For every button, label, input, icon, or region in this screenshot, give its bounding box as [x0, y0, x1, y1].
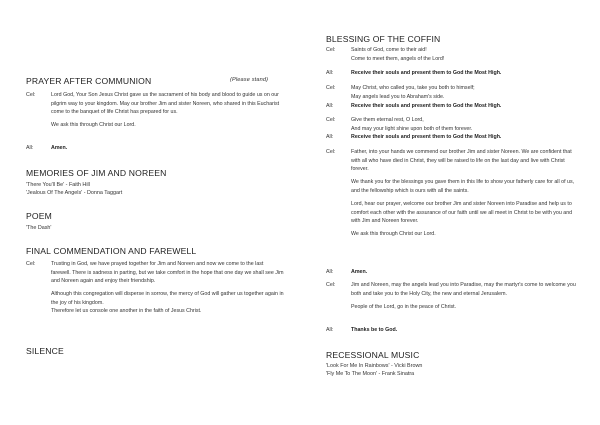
list-item: 'There You'll Be' - Faith Hill: [26, 182, 90, 188]
verse-line: Saints of God, come to their aid!: [351, 47, 427, 53]
verse-line: May angels lead you to Abraham's side.: [351, 93, 445, 100]
response-text: Receive their souls and present them to God the Most High.: [351, 134, 502, 140]
blessing-paragraph: We ask this through Christ our Lord.: [351, 231, 436, 238]
final-commendation-heading: FINAL COMMENDATION AND FAREWELL: [26, 246, 197, 256]
speaker-label: Cel:: [26, 92, 36, 98]
verse-line: And may your light shine upon both of them forever.: [351, 125, 473, 132]
prayer-closing: We ask this through Christ our Lord.: [51, 122, 136, 129]
blessing-text: [351, 84, 582, 101]
list-item: 'Look For Me In Rainbows' - Vicki Brown: [326, 363, 423, 369]
blessing-text: [351, 46, 582, 63]
speaker-label: All:: [326, 70, 334, 76]
prayer-after-communion-title: PRAYER AFTER COMMUNION: [26, 76, 152, 86]
speaker-label: All:: [326, 269, 334, 275]
list-item: 'Fly Me To The Moon' - Frank Sinatra: [326, 371, 415, 378]
blessing-paragraph: Father, into your hands we commend our brother Jim and sister Noreen. We are confident that with all who have died in Christ, they will be raised to life on the last day and live with Christ forever.: [351, 149, 572, 173]
blessing-paragraph: People of the Lord, go in the peace of Christ.: [351, 303, 457, 310]
speaker-label: Cel:: [326, 47, 336, 53]
recessional-list: [326, 362, 582, 379]
blessing-text: [351, 148, 582, 243]
speaker-label: Cel:: [326, 117, 336, 123]
speaker-label: Cel:: [326, 85, 336, 91]
prayer-paragraph: Lord God, Your Son Jesus Christ gave us the sacrament of his body and blood to guide us on our pilgrim way to your kingdom. May our brother Jim and sister Noreen, who shared in this Eucharist come to the banquet of life Christ has prepared for us.: [51, 92, 280, 116]
list-item: 'Jealous Of The Angels' - Donna Taggart: [26, 190, 123, 197]
verse-line: May Christ, who called you, take you both to himself;: [351, 85, 475, 91]
blessing-text: [351, 116, 582, 133]
speaker-label: All:: [26, 145, 34, 151]
memories-heading: MEMORIES OF JIM AND NOREEN: [26, 168, 167, 178]
blessing-paragraph: Lord, hear our prayer, welcome our brother Jim and sister Noreen into Paradise and help us to comfort each other with the assurance of our faith until we all meet in Christ to be with you and with Jim and Noreen forever.: [351, 200, 573, 225]
speaker-label: All:: [326, 327, 334, 333]
speaker-label: Cel:: [326, 282, 336, 288]
list-item: 'The Dash': [26, 225, 52, 231]
verse-line: Give them eternal rest, O Lord,: [351, 117, 424, 123]
please-stand-note: (Please stand): [230, 77, 269, 83]
response-text: Receive their souls and present them to God the Most High.: [351, 70, 502, 76]
commendation-paragraph: Therefore let us console one another in the faith of Jesus Christ.: [51, 308, 202, 315]
verse-line: Come to meet them, angels of the Lord!: [351, 55, 445, 62]
commendation-text: [51, 260, 284, 321]
speaker-label: Cel:: [26, 261, 36, 267]
commendation-paragraph: Although this congregation will disperse in sorrow, the mercy of God will gather us together again in the joy of his kingdom.: [51, 291, 284, 306]
poem-list: [26, 224, 284, 232]
response-text: Receive their souls and present them to God the Most High.: [351, 103, 502, 109]
response-text: Thanks be to God.: [351, 327, 398, 333]
blessing-paragraph: We thank you for the blessings you gave them in this life to show your fatherly care for all of us, and the fellowship which is ours with all the saints.: [351, 179, 575, 194]
prayer-cel-text: [51, 91, 284, 134]
prayer-all-response: Amen.: [51, 145, 68, 151]
response-text: Amen.: [351, 269, 368, 275]
memories-list: [26, 181, 284, 198]
poem-heading: POEM: [26, 211, 52, 221]
blessing-paragraph: Jim and Noreen, may the angels lead you into Paradise, may the martyr's come to welcome you both and take you to the Holy City, the new and eternal Jerusalem.: [351, 282, 576, 297]
speaker-label: All:: [326, 103, 334, 109]
recessional-music-heading: RECESSIONAL MUSIC: [326, 350, 420, 360]
speaker-label: All:: [326, 134, 334, 140]
speaker-label: Cel:: [326, 149, 336, 155]
prayer-after-communion-heading: [26, 76, 269, 86]
blessing-heading: BLESSING OF THE COFFIN: [326, 34, 441, 44]
commendation-paragraph: Trusting in God, we have prayed together for Jim and Noreen and now we come to the last farewell. There is sadness in parting, but we take comfort in the hope that one day we shall see Jim and Noreen again and enjoy their friendship.: [51, 261, 284, 285]
blessing-text: [351, 281, 582, 316]
silence-heading: SILENCE: [26, 346, 64, 356]
